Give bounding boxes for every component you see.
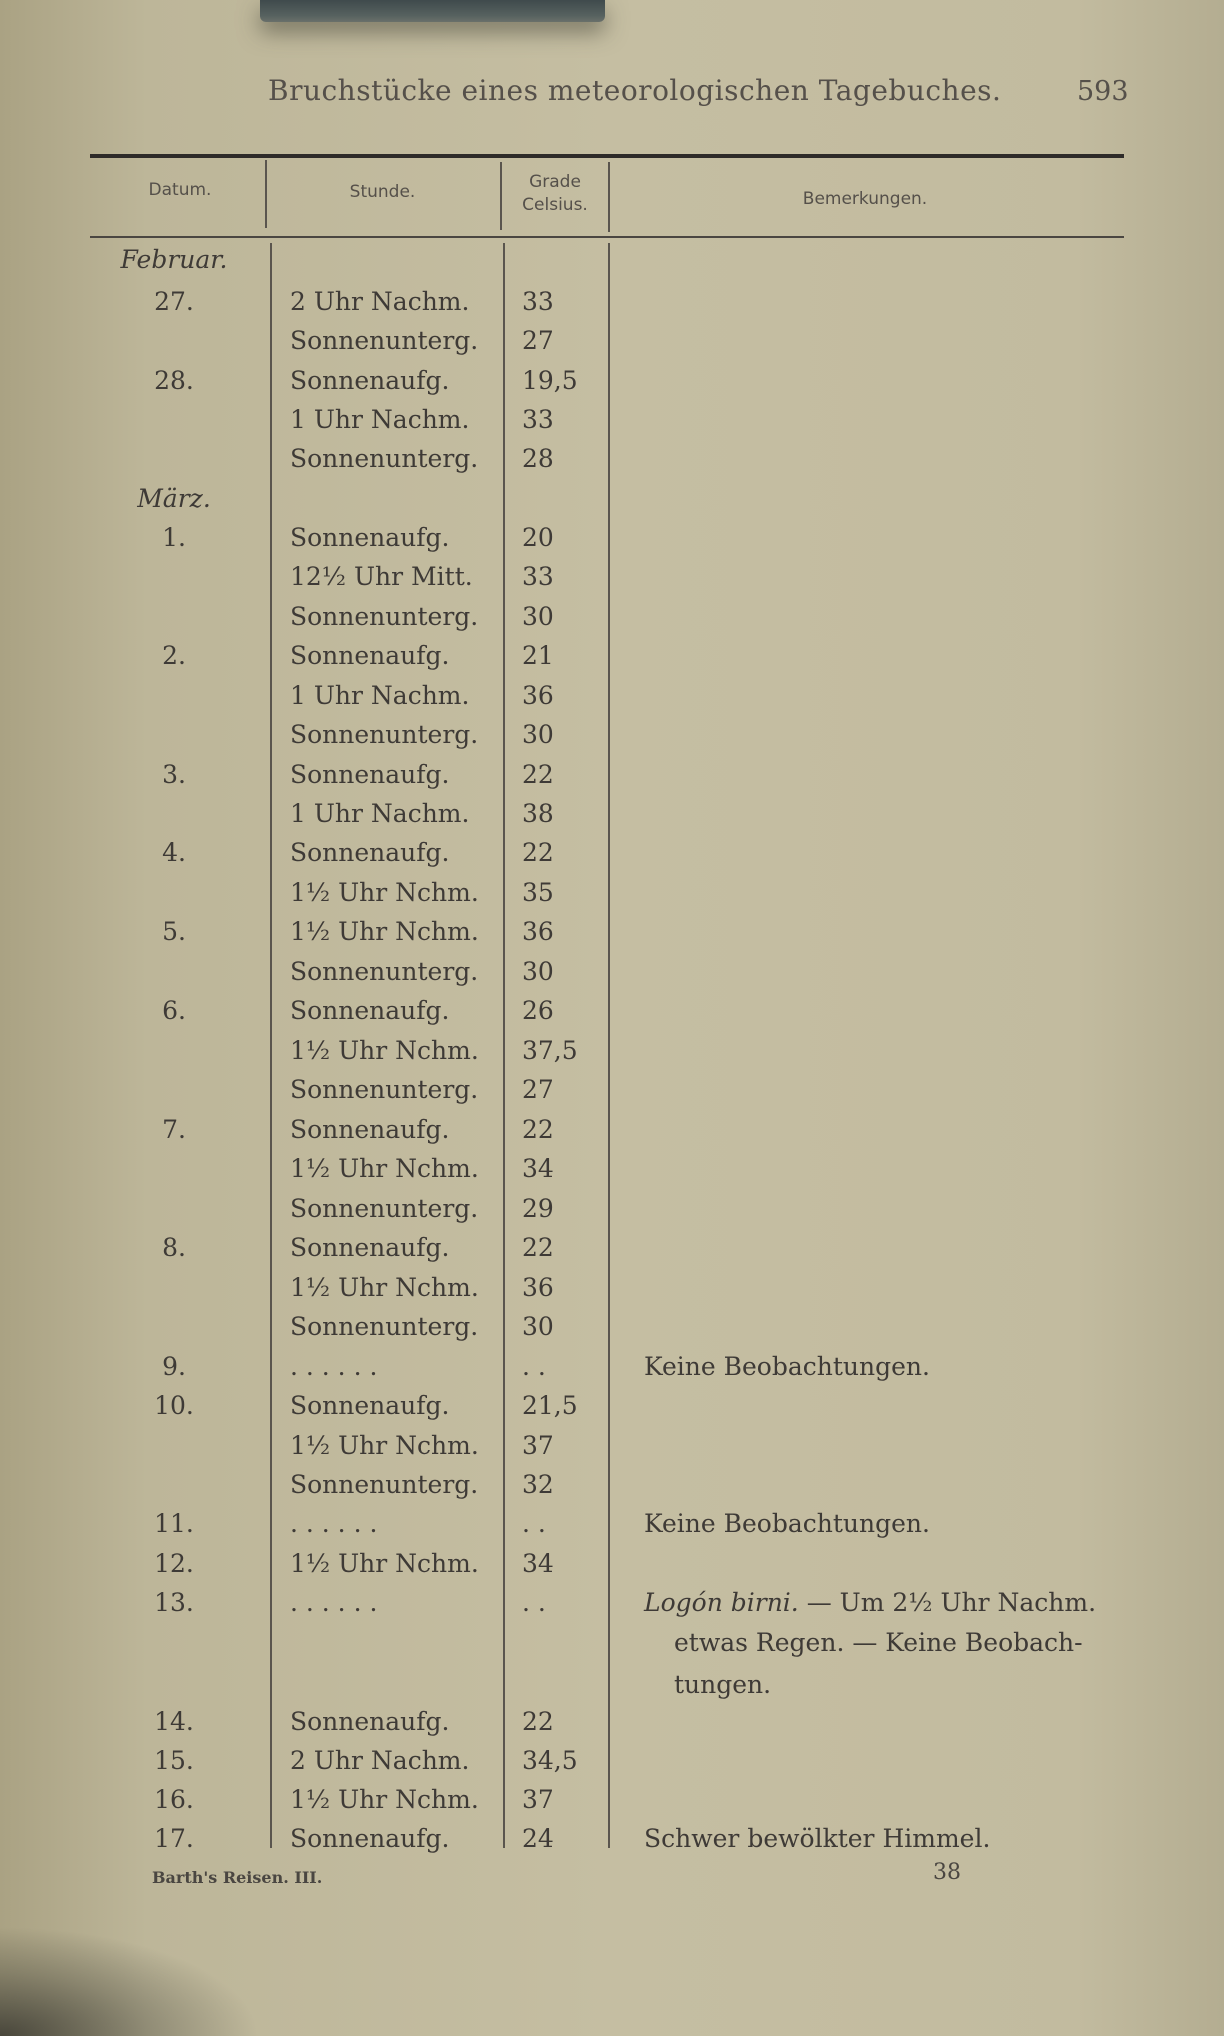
date-cell: 14. (154, 1707, 194, 1736)
date-cell: 28. (154, 366, 194, 395)
hour-cell: Sonnenunterg. (290, 1470, 479, 1499)
degree-cell: 19,5 (522, 366, 578, 395)
degree-cell: 22 (522, 838, 554, 867)
date-cell: 6. (162, 996, 186, 1025)
column-header-datum: Datum. (148, 180, 212, 200)
degree-cell: 33 (522, 405, 554, 434)
degree-cell: 30 (522, 602, 554, 631)
remark-continuation: etwas Regen. — Keine Beobach- (674, 1628, 1083, 1657)
hour-cell: . . . . . . (290, 1352, 378, 1381)
hour-cell: Sonnenaufg. (290, 1824, 450, 1853)
degree-cell: 36 (522, 681, 554, 710)
hour-cell: Sonnenaufg. (290, 760, 450, 789)
hour-cell: Sonnenunterg. (290, 957, 479, 986)
degree-cell: 24 (522, 1824, 554, 1853)
hour-cell: 1½ Uhr Nchm. (290, 1549, 479, 1578)
degree-cell: 34 (522, 1154, 554, 1183)
date-cell: 2. (162, 641, 186, 670)
hour-cell: Sonnenaufg. (290, 996, 450, 1025)
degree-cell: 30 (522, 957, 554, 986)
hour-cell: Sonnenunterg. (290, 720, 479, 749)
body-divider-grade (608, 243, 610, 1848)
degree-cell: . . (522, 1588, 546, 1617)
hour-cell: Sonnenunterg. (290, 444, 479, 473)
hour-cell: 1½ Uhr Nchm. (290, 1431, 479, 1460)
hour-cell: 2 Uhr Nachm. (290, 287, 470, 316)
degree-cell: . . (522, 1509, 546, 1538)
degree-cell: 34 (522, 1549, 554, 1578)
hour-cell: Sonnenunterg. (290, 1312, 479, 1341)
body-divider-stunde (503, 243, 505, 1848)
remark-continuation: tungen. (674, 1670, 772, 1699)
degree-cell: 22 (522, 1233, 554, 1262)
page-corner-shadow (0, 1926, 260, 2036)
degree-cell: 36 (522, 1273, 554, 1302)
degree-cell: 37 (522, 1431, 554, 1460)
date-cell: 7. (162, 1115, 186, 1144)
date-cell: 16. (154, 1785, 194, 1814)
body-divider-datum (270, 243, 272, 1848)
date-cell: 12. (154, 1549, 194, 1578)
hour-cell: . . . . . . (290, 1588, 378, 1617)
hour-cell: 1 Uhr Nachm. (290, 681, 470, 710)
hour-cell: 1½ Uhr Nchm. (290, 1785, 479, 1814)
table-header-rule (90, 236, 1124, 238)
date-cell: 1. (162, 523, 186, 552)
date-cell: 8. (162, 1233, 186, 1262)
date-cell: 9. (162, 1352, 186, 1381)
month-label-maerz: März. (137, 484, 211, 513)
degree-cell: 33 (522, 287, 554, 316)
hour-cell: Sonnenaufg. (290, 838, 450, 867)
degree-cell: 30 (522, 720, 554, 749)
degree-cell: 35 (522, 878, 554, 907)
remark-cell (644, 1588, 1096, 1617)
column-header-grade-line2: Celsius. (522, 195, 588, 215)
degree-cell: 33 (522, 562, 554, 591)
degree-cell: 20 (522, 523, 554, 552)
degree-cell: 27 (522, 1075, 554, 1104)
footer-sheet-mark: 38 (933, 1860, 961, 1885)
degree-cell: 28 (522, 444, 554, 473)
column-divider-datum (265, 160, 267, 228)
month-label-februar: Februar. (120, 245, 228, 274)
remark-place-name: Logón birni. (644, 1588, 799, 1617)
hour-cell: Sonnenaufg. (290, 1115, 450, 1144)
degree-cell: 26 (522, 996, 554, 1025)
hour-cell: 1 Uhr Nachm. (290, 799, 470, 828)
hour-cell: 1½ Uhr Nchm. (290, 1036, 479, 1065)
date-cell: 27. (154, 287, 194, 316)
hour-cell: 1 Uhr Nachm. (290, 405, 470, 434)
degree-cell: 22 (522, 1707, 554, 1736)
degree-cell: 30 (522, 1312, 554, 1341)
date-cell: 15. (154, 1746, 194, 1775)
degree-cell: 36 (522, 917, 554, 946)
footer-signature: Barth's Reisen. III. (152, 1868, 323, 1887)
hour-cell: Sonnenaufg. (290, 523, 450, 552)
running-title: Bruchstücke eines meteorologischen Tagebuches. (268, 74, 1002, 107)
degree-cell: 22 (522, 760, 554, 789)
hour-cell: 1½ Uhr Nchm. (290, 1154, 479, 1183)
date-cell: 11. (154, 1509, 194, 1538)
degree-cell: 37 (522, 1785, 554, 1814)
hour-cell: 1½ Uhr Nchm. (290, 917, 479, 946)
column-header-bemerkungen: Bemerkungen. (802, 189, 928, 209)
degree-cell: . . (522, 1352, 546, 1381)
degree-cell: 21,5 (522, 1391, 578, 1420)
column-divider-grade (608, 162, 610, 232)
degree-cell: 37,5 (522, 1036, 578, 1065)
degree-cell: 29 (522, 1194, 554, 1223)
date-cell: 13. (154, 1588, 194, 1617)
date-cell: 4. (162, 838, 186, 867)
degree-cell: 38 (522, 799, 554, 828)
hour-cell: 2 Uhr Nachm. (290, 1746, 470, 1775)
hour-cell: Sonnenunterg. (290, 1075, 479, 1104)
remark-cell: Keine Beobachtungen. (644, 1352, 930, 1381)
remark-cell: Schwer bewölkter Himmel. (644, 1824, 991, 1853)
hour-cell: Sonnenaufg. (290, 366, 450, 395)
degree-cell: 21 (522, 641, 554, 670)
hour-cell: 1½ Uhr Nchm. (290, 1273, 479, 1302)
column-divider-stunde (500, 162, 502, 230)
hour-cell: Sonnenunterg. (290, 602, 479, 631)
table-top-rule (90, 154, 1124, 158)
hour-cell: Sonnenaufg. (290, 641, 450, 670)
date-cell: 5. (162, 917, 186, 946)
degree-cell: 27 (522, 326, 554, 355)
date-cell: 17. (154, 1824, 194, 1853)
hour-cell: Sonnenaufg. (290, 1707, 450, 1736)
remark-cell: Keine Beobachtungen. (644, 1509, 930, 1538)
column-header-grade-line1: Grade (529, 172, 581, 192)
hour-cell: . . . . . . (290, 1509, 378, 1538)
hour-cell: 1½ Uhr Nchm. (290, 878, 479, 907)
binder-clip (260, 0, 605, 22)
column-header-stunde: Stunde. (349, 182, 416, 202)
degree-cell: 32 (522, 1470, 554, 1499)
hour-cell: Sonnenaufg. (290, 1233, 450, 1262)
date-cell: 10. (154, 1391, 194, 1420)
page-number: 593 (1077, 76, 1129, 107)
remark-text: — Um 2½ Uhr Nachm. (798, 1588, 1097, 1617)
hour-cell: Sonnenaufg. (290, 1391, 450, 1420)
date-cell: 3. (162, 760, 186, 789)
hour-cell: Sonnenunterg. (290, 326, 479, 355)
degree-cell: 34,5 (522, 1746, 578, 1775)
hour-cell: Sonnenunterg. (290, 1194, 479, 1223)
hour-cell: 12½ Uhr Mitt. (290, 562, 473, 591)
degree-cell: 22 (522, 1115, 554, 1144)
